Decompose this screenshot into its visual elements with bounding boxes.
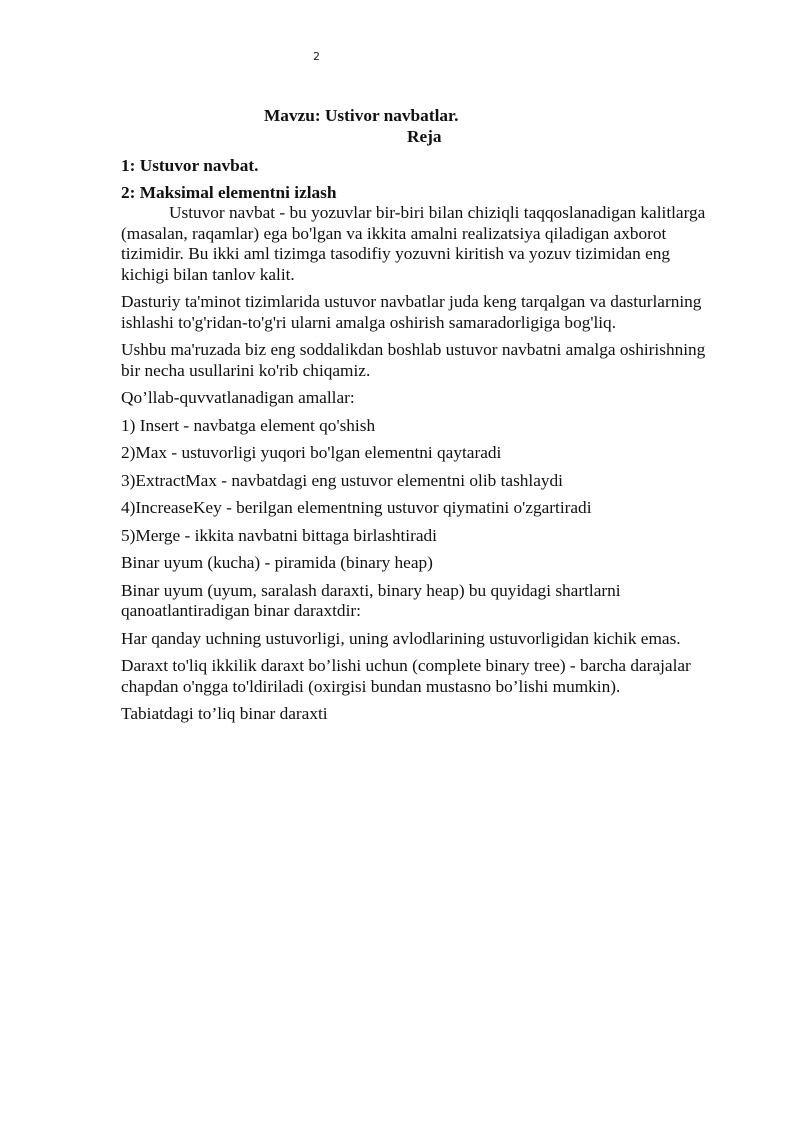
plan-item-1: 1: Ustuvor navbat. xyxy=(121,156,259,175)
paragraph-binary-heap-definition: Binar uyum (uyum, saralash daraxti, binary heap) bu quyidagi shartlarni qanoatlantiradigan binar daraxtdir: xyxy=(121,580,621,620)
paragraph-binary-heap-title: Binar uyum (kucha) - piramida (binary heap) xyxy=(121,553,433,572)
list-item-insert: 1) Insert - navbatga element qo'shish xyxy=(121,415,376,435)
plan-heading: Reja xyxy=(407,126,442,146)
paragraph-complete-tree: Daraxt to'liq ikkilik daraxt bo’lishi uchun (complete binary tree) - barcha darajalar chapdan o'ngga to'ldiriladi (oxirgisi bundan mustasno bo’lishi mumkin). xyxy=(121,656,691,696)
plan-item-2: 2: Maksimal elementni izlash xyxy=(121,182,337,202)
list-item-increasekey: 4)IncreaseKey - berilgan elementning ustuvor qiymatini o'zgartiradi xyxy=(121,498,592,517)
list-item-max: 2)Max - ustuvorligi yuqori bo'lgan elementni qaytaradi xyxy=(121,443,502,462)
paragraph-definition: Ustuvor navbat - bu yozuvlar bir-biri bilan chiziqli taqqoslanadigan kalitlarga (masalan, raqamlar) ega bo'lgan va ikkita amalni realizatsiya qiladigan axborot tizimidir. Bu ikki aml tizimga tasodifiy yozuvni kiritish va yozuv tizimidan eng kichigi bilan tanlov kalit. xyxy=(121,203,706,284)
paragraph-lecture: Ushbu ma'ruzada biz eng soddalikdan boshlab ustuvor navbatni amalga oshirishning bir necha usullarini ko'rib chiqamiz. xyxy=(121,340,706,380)
paragraph-heap-property: Har qanday uchning ustuvorligi, uning avlodlarining ustuvorligidan kichik emas. xyxy=(121,628,681,648)
list-item-extractmax: 3)ExtractMax - navbatdagi eng ustuvor elementni olib tashlaydi xyxy=(121,470,563,490)
list-item-merge: 5)Merge - ikkita navbatni bittaga birlashtiradi xyxy=(121,525,437,545)
document-body xyxy=(121,106,711,732)
paragraph-software: Dasturiy ta'minot tizimlarida ustuvor navbatlar juda keng tarqalgan va dasturlarning ishlashi to'g'ridan-to'g'ri ularni amalga oshirish samaradorligiga bog'liq. xyxy=(121,292,702,332)
document-title: Mavzu: Ustivor navbatlar. xyxy=(264,106,459,125)
paragraph-natural-tree: Tabiatdagi to’liq binar daraxti xyxy=(121,704,328,723)
page-number: 2 xyxy=(313,50,320,63)
paragraph-operations-intro: Qo’llab-quvvatlanadigan amallar: xyxy=(121,388,355,407)
